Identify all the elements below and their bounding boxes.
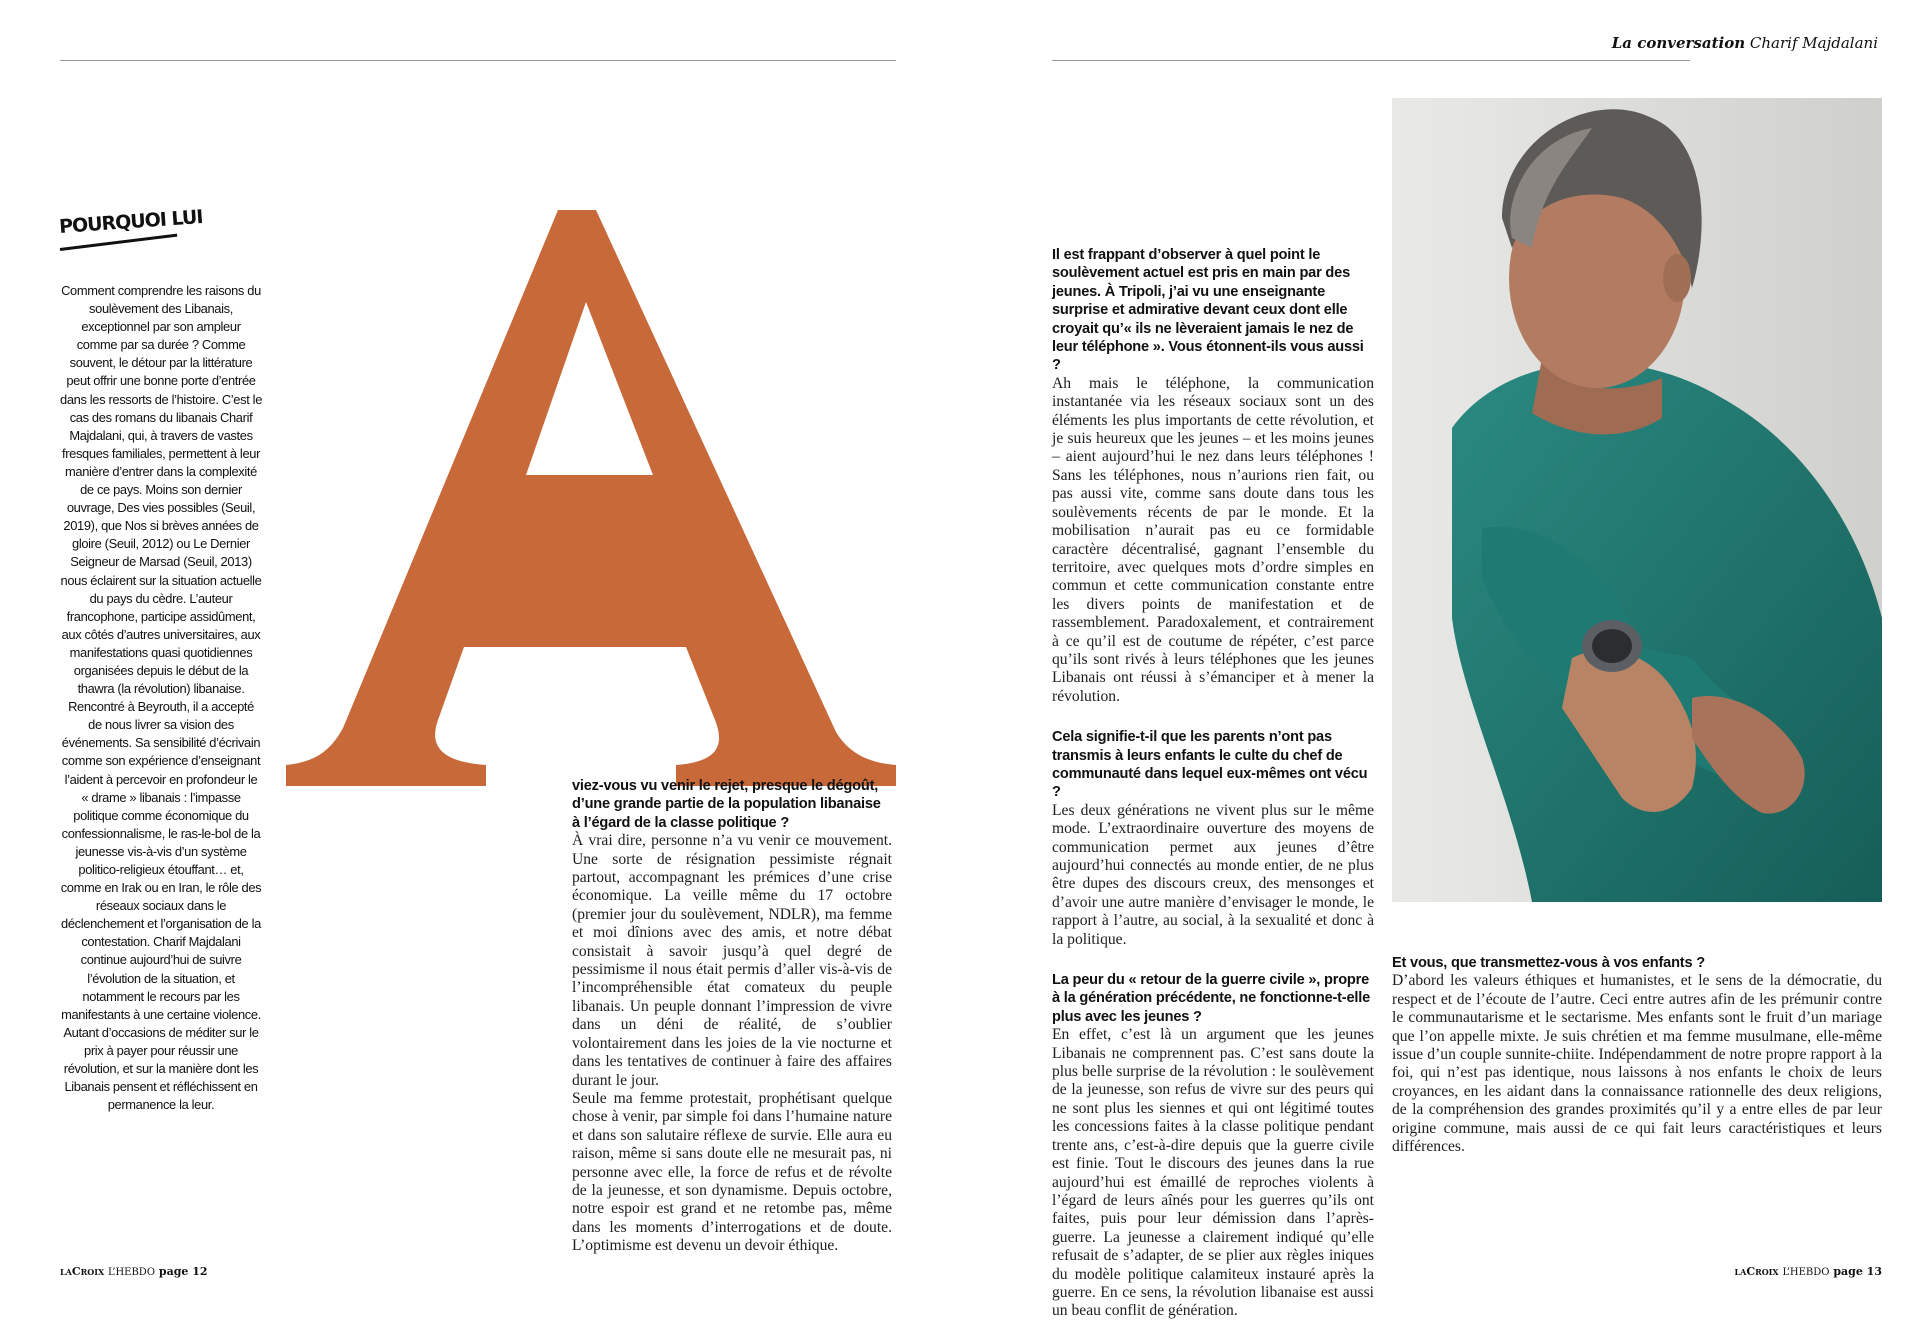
answer-1-paragraph-2: Seule ma femme protestait, prophétisant quelque chose à venir, par simple foi dans l’humaine nature et dans son salutaire réflexe de survie. Elle aura eu raison, même si sans doute elle ne mesurait pas, ni personne avec elle, la force de refus et de révolte de la jeunesse, et son dynamisme. Depuis octobre, notre espoir est grand et ne retombe pas, même dans les moments d’interrogations et de doute. L’optimisme est devenu un devoir éthique. [572, 1089, 892, 1255]
answer-3: Les deux générations ne vivent plus sur le même mode. L’extraordinaire ouverture des moyens de communication permet aux jeunes d’être aujourd’hui connectés au monde entier, de ne plus être dupes des discours creux, des mensonges et d’avoir une autre manière d’envisager le monde, le rapport à l’autre, au social, à la sexualité et donc à la politique. [1052, 801, 1374, 948]
header-section: La conversation [1611, 34, 1746, 52]
footer-right-brand-hebdo: L’HEBDO [1782, 1267, 1830, 1278]
footer-left-brand-la: la [60, 1265, 72, 1278]
footer-left-brand-croix: Croix [71, 1265, 105, 1278]
portrait-photo [1392, 98, 1882, 902]
footer-left-brand-hebdo: L’HEBDO [108, 1267, 156, 1278]
question-5: Et vous, que transmettez-vous à vos enfants ? [1392, 955, 1705, 971]
footer-left-page-number: page 12 [158, 1265, 208, 1278]
answer-4: En effet, c’est là un argument que les jeunes Libanais ne comprennent pas. C’est sans doute la plus belle surprise de la révolution : le soulèvement de la jeunesse, son refus de vivre sur des peurs qui ne sont plus les siennes et qui ont légitimé toutes les concessions faites à la classe politique pendant trente ans, c’est-à-dire depuis que la guerre civile est finie. Tout le discours des jeunes dans la rue aujourd’hui est émaillé de reproches violents à l’égard de leurs aînés pour les guerres qu’ils ont faites, puis pour leur démission dans l’après-guerre. La jeunesse a clairement indiqué qu’elle refusait de s’adapter, de se plier aux règles iniques du modèle politique calamiteux instauré après la guerre. En ce sens, la révolution libanaise est aussi un beau conflit de génération. [1052, 1026, 1374, 1320]
dropcap-shape [286, 210, 896, 786]
footer-right-page-number: page 13 [1833, 1265, 1882, 1278]
column-left-page [572, 777, 892, 1256]
sidebar-text [60, 282, 262, 1114]
question-1: viez-vous vu venir le rejet, presque le dégoût, d’une grande partie de la population libanaise à l’égard de la classe politique ? [572, 778, 881, 831]
column-right-page-1 [1052, 246, 1374, 1321]
footer-right-brand-la: la [1734, 1265, 1747, 1278]
sidebar-paragraph: Comment comprendre les raisons du soulèvement des Libanais, exceptionnel par son ampleur comme par sa durée ? Comme souvent, le détour par la littérature peut offrir une bonne porte d’entrée dans les ressorts de l’histoire. C’est le cas des romans du libanais Charif Majdalani, qui, à travers de vastes fresques familiales, permettent à leur manière d’entrer dans la complexité de ce pays. Moins son dernier ouvrage, Des vies possibles (Seuil, 2019), que Nos si brèves années de gloire (Seuil, 2012) ou Le Dernier Seigneur de Marsad (Seuil, 2013) nous éclairent sur la situation actuelle du pays du cèdre. L’auteur francophone, participe assidûment, aux côtés d’autres universitaires, aux manifestations quasi quotidiennes organisées depuis le début de la thawra (la révolution) libanaise. Rencontré à Beyrouth, il a accepté de nous livrer sa vision des événements. Sa sensibilité d’écrivain comme son expérience d’enseignant l’aident à percevoir en profondeur le « drame » libanais : l’impasse politique comme économique du confessionnalisme, le ras-le-bol de la jeunesse vis-à-vis d’un système politico-religieux étouffant… et, comme en Irak ou en Iran, le rôle des réseaux sociaux dans le déclenchement et l’organisation de la contestation. Charif Majdalani continue aujourd’hui de suivre l’évolution de la situation, et notamment le recours par les manifestants à une certaine violence. Autant d’occasions de méditer sur le prix à payer pour réussir une révolution, et sur la manière dont les Libanais pensent et réfléchissent en permanence la leur. [60, 283, 263, 1113]
question-2: Il est frappant d’observer à quel point le soulèvement actuel est pris en main par des jeunes. À Tripoli, j’ai vu une enseignante surprise et admirative devant ceux dont elle croyait qu’« ils ne lèveraient jamais le nez de leur téléphone ». Vous étonnent-ils vous aussi ? [1052, 247, 1364, 374]
running-header [1612, 34, 1878, 52]
question-4: La peur du « retour de la guerre civile », propre à la génération précédente, ne fonctionne-t-elle plus avec les jeunes ? [1052, 972, 1371, 1025]
column-right-page-2 [1392, 954, 1882, 1156]
footer-left [60, 1265, 208, 1278]
answer-1-paragraph-1: À vrai dire, personne n’a vu venir ce mouvement. Une sorte de résignation pessimiste régnait partout, accompagnant les prémices d’une crise économique. La veille même du 17 octobre (premier jour du soulèvement, NDLR), ma femme et moi dînions avec des amis, et notre débat consistait à savoir jusqu’à quel degré de pessimisme il nous était permis d’aller vis-à-vis de l’incompréhensible état comateux du peuple libanais. Un peuple donnant l’impression de vivre dans un déni de réalité, de s’oublier volontairement dans les joies de la vie nocturne et dans les tentatives de continuer à faire des affaires durant le jour. [572, 832, 892, 1089]
header-person: Charif Majdalani [1749, 34, 1878, 52]
question-3: Cela signifie-t-il que les parents n’ont pas transmis à leurs enfants le culte du chef de communauté dans lequel eux-mêmes ont vécu ? [1052, 729, 1368, 801]
footer-right-brand-croix: Croix [1746, 1265, 1779, 1278]
sidebar-heading: POURQUOI LUI [58, 206, 204, 238]
portrait-illustration [1392, 98, 1882, 902]
dropcap-letter-a [268, 130, 908, 790]
footer-right [1734, 1265, 1882, 1278]
top-rule-left [60, 60, 896, 61]
answer-5: D’abord les valeurs éthiques et humanistes, et le sens de la démocratie, du respect et de l’écoute de l’autre. Ceci entre autres afin de les prémunir contre le communautarisme et le sectarisme. Mes enfants sont le fruit d’un mariage que l’on appelle mixte. Je suis chrétien et ma femme musulmane, elle-même issue d’un couple sunnite-chiite. Indépendamment de notre propre rapport à la foi, qui n’est pas identique, nous laissons à nos enfants le choix de leurs croyances, en les aidant dans la connaissance rationnelle des deux religions, de la compréhension des grandes proximités qu’il y a entre elles de par leur origine commune, mais aussi de ce qui fait leurs caractéristiques et leurs différences. [1392, 972, 1882, 1156]
answer-2: Ah mais le téléphone, la communication instantanée via les réseaux sociaux sont un des éléments les plus importants de cette révolution, et je suis heureux que les jeunes – et les moins jeunes – aient aujourd’hui le nez dans leurs téléphones ! Sans les téléphones, nous n’aurions rien fait, ou pas aussi vite, comme sans doute dans tous les soulèvements récents de par le monde. Et la mobilisation n’aurait pas eu ce formidable caractère décentralisé, gagnant l’ensemble du territoire, avec quelques mots d’ordre simples en commun et cette communication constante entre les divers points de manifestation et de rassemblement. Paradoxalement, et contrairement à ce qu’il est de coutume de répéter, c’est parce qu’ils sont rivés à leurs téléphones que les jeunes Libanais ont réussi à s’émanciper et à mener la révolution. [1052, 374, 1374, 705]
top-rule-right [1052, 60, 1690, 61]
